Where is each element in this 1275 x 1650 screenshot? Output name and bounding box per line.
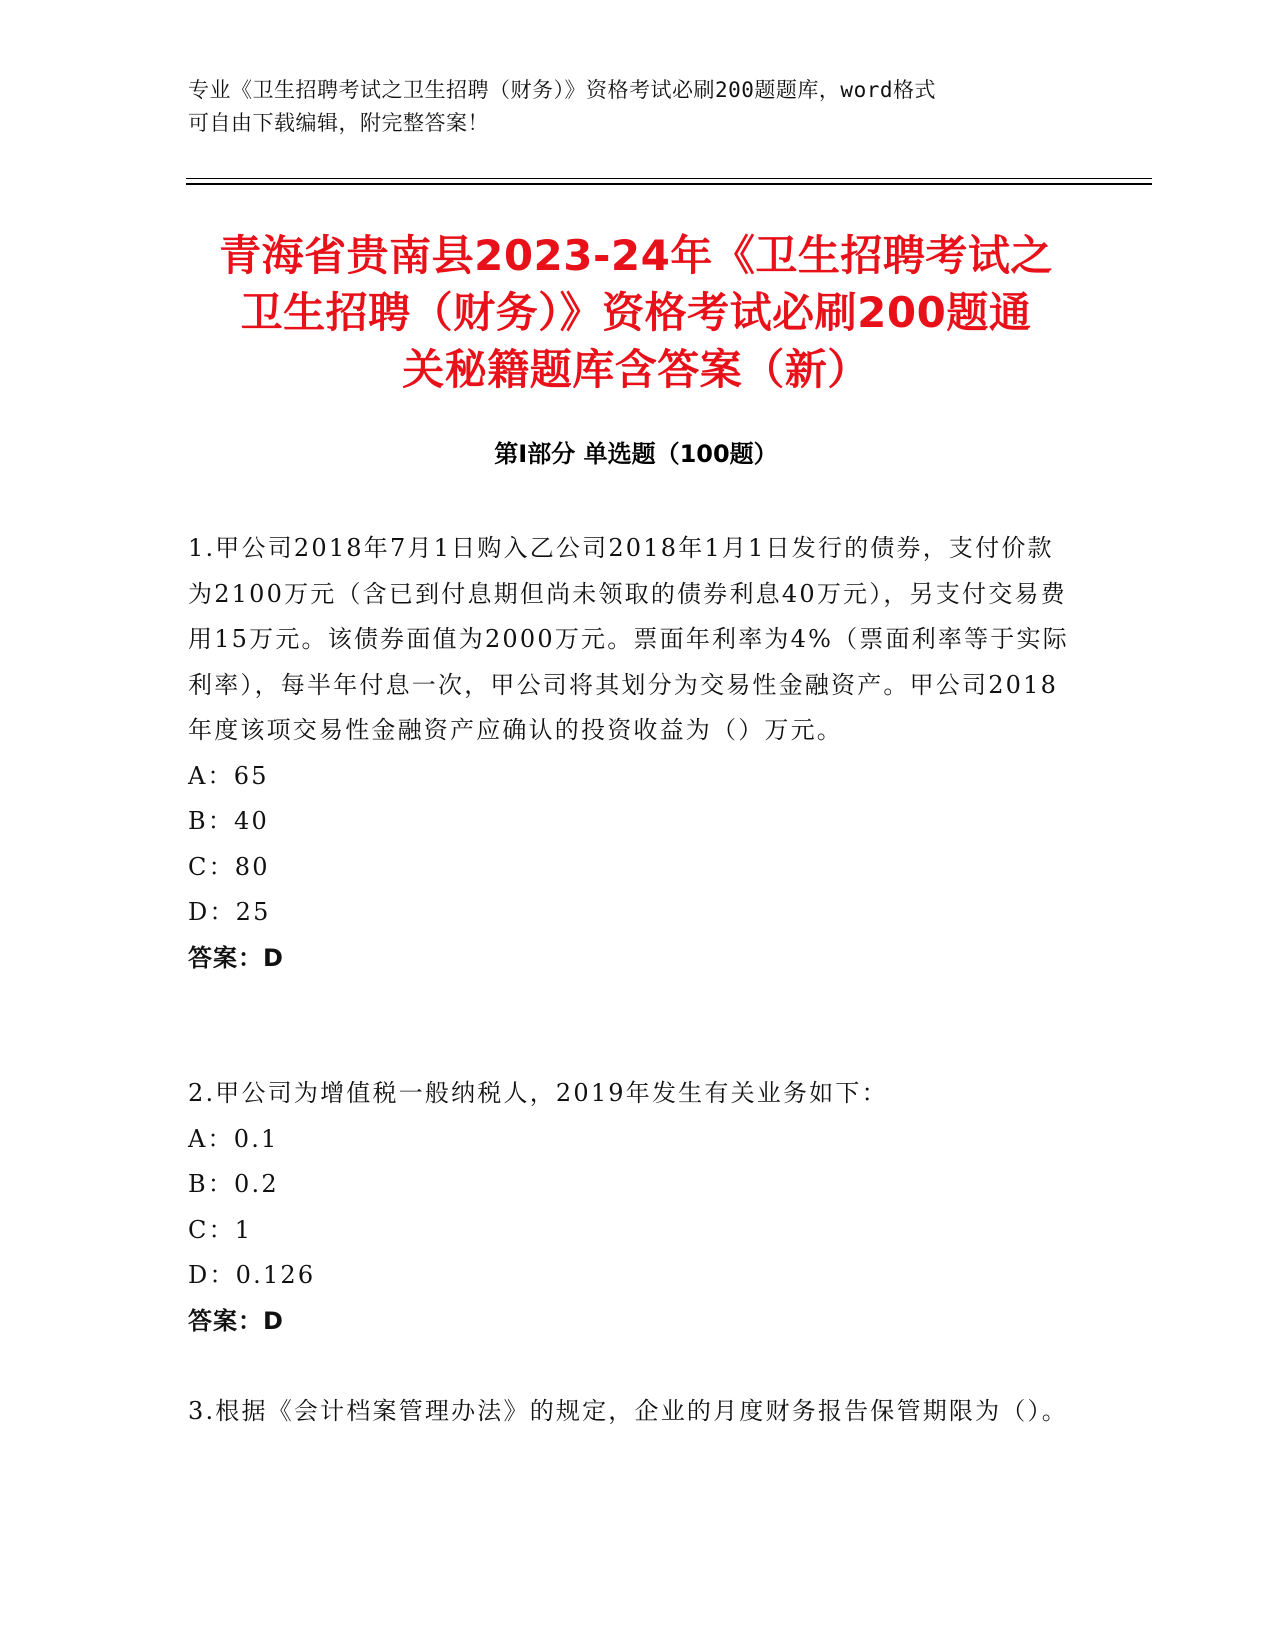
option-d: D：0.126 — [188, 1261, 316, 1289]
option-c: C：80 — [188, 852, 270, 881]
document-title-line-3: 关秘籍题库含答案（新） — [402, 345, 870, 394]
header-divider-thick — [186, 183, 1152, 185]
question-stem: 2.甲公司为增值税一般纳税人，2019年发生有关业务如下： — [188, 1079, 888, 1107]
option-c: C：1 — [188, 1215, 253, 1244]
header-note — [188, 74, 1068, 140]
document-title-line-1: 青海省贵南县2023-24年《卫生招聘考试之 — [219, 231, 1053, 280]
question-1 — [188, 526, 1078, 981]
header-note-line-1: 专业《卫生招聘考试之卫生招聘（财务）》资格考试必刷200题题库，word格式 — [188, 78, 936, 102]
answer: 答案：D — [188, 1306, 284, 1335]
option-d: D：25 — [188, 898, 271, 926]
option-b: B：0.2 — [188, 1170, 279, 1198]
answer: 答案：D — [188, 943, 284, 972]
option-a: A：65 — [188, 761, 269, 790]
header-divider-thin — [186, 178, 1152, 179]
header-note-line-2: 可自由下载编辑，附完整答案！ — [188, 111, 489, 135]
option-b: B：40 — [188, 807, 269, 835]
question-stem: 3.根据《会计档案管理办法》的规定，企业的月度财务报告保管期限为（）。 — [188, 1397, 1068, 1425]
question-stem: 1.甲公司2018年7月1日购入乙公司2018年1月1日发行的债券，支付价款为2100万元（含已到付息期但尚未领取的债券利息40万元），另支付交易费用15万元。该债券面值为2000万元。票面年利率为4%（票面利率等于实际利率），每半年付息一次，甲公司将其划分为交易性金融资产。甲公司2018年度该项交易性金融资产应确认的投资收益为（）万元。 — [188, 534, 1069, 744]
option-a: A：0.1 — [188, 1124, 279, 1153]
document-title-line-2: 卫生招聘（财务）》资格考试必刷200题通 — [240, 288, 1032, 337]
question-3 — [188, 1389, 1078, 1435]
question-2 — [188, 1071, 1078, 1344]
document-title — [186, 227, 1086, 398]
section-title: 第Ⅰ部分 单选题（100题） — [494, 440, 778, 468]
